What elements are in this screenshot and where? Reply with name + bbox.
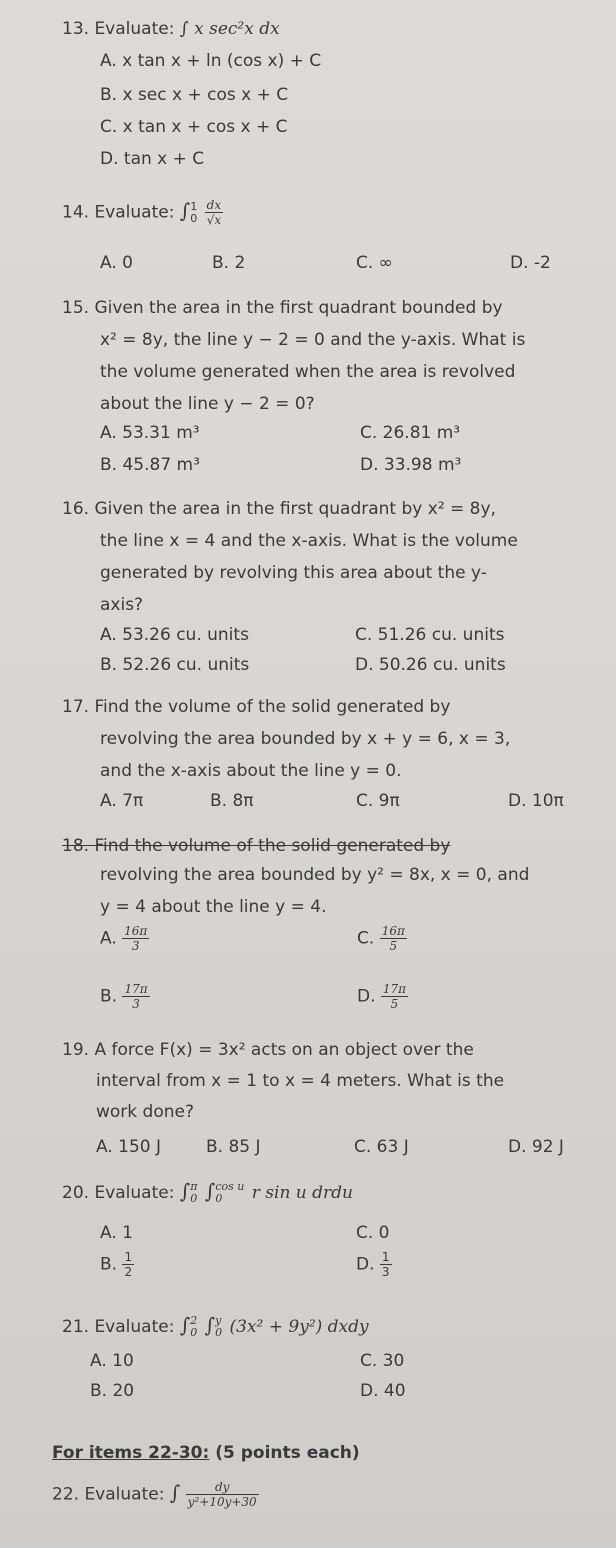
q21-label: 21. Evaluate:: [62, 1317, 175, 1337]
q18-line-1: 18. Find the volume of the solid generated by: [62, 836, 451, 856]
integral-sign: ∫: [179, 1313, 191, 1337]
q19-option-a[interactable]: A. 150 J: [96, 1137, 162, 1157]
q16-line-2: the line x = 4 and the x-axis. What is the volume: [100, 531, 518, 551]
q19-option-d[interactable]: D. 92 J: [508, 1137, 564, 1157]
q20-d-fraction: $\frac{1}{3}$: [381, 1250, 390, 1279]
q18-line-3: y = 4 about the line y = 4.: [100, 897, 327, 917]
q18-a-fraction: $\frac{16\pi}{3}$: [124, 924, 148, 953]
q21-option-b[interactable]: B. 20: [90, 1381, 135, 1401]
q15-line-4: about the line y − 2 = 0?: [100, 394, 315, 414]
q22-label: 22. Evaluate:: [52, 1484, 165, 1505]
q16-option-b[interactable]: B. 52.26 cu. units: [100, 655, 250, 675]
q20-option-b[interactable]: B. $\frac{1}{2}$: [100, 1250, 133, 1279]
q14-header: [62, 198, 223, 227]
section-heading: [52, 1442, 360, 1464]
q16-line-3: generated by revolving this area about the y-: [100, 563, 487, 583]
section-heading-items: For items 22-30:: [52, 1443, 210, 1463]
q20-option-c[interactable]: C. 0: [356, 1223, 390, 1243]
q13-label: 13. Evaluate:: [62, 19, 175, 39]
q15-line-1: 15. Given the area in the first quadrant bounded by: [62, 298, 503, 318]
integral-sign: ∫: [169, 1480, 181, 1505]
q18-option-d[interactable]: D. $\frac{17\pi}{5}$: [357, 982, 407, 1011]
q19-option-b[interactable]: B. 85 J: [206, 1137, 261, 1157]
q14-option-d[interactable]: D. -2: [510, 253, 551, 273]
q14-label: 14. Evaluate:: [62, 202, 175, 223]
q13-header: [62, 18, 280, 40]
q17-line-2: revolving the area bounded by x + y = 6, x = 3,: [100, 729, 511, 749]
q21-integrand: (3x² + 9y²) dxdy: [229, 1317, 369, 1337]
q18-d-fraction: $\frac{17\pi}{5}$: [382, 982, 407, 1011]
integral-sign: ∫: [204, 1179, 216, 1203]
q16-option-a[interactable]: A. 53.26 cu. units: [100, 625, 249, 645]
q14-option-c[interactable]: C. ∞: [356, 253, 393, 273]
q13-option-a[interactable]: A. x tan x + ln (cos x) + C: [100, 51, 322, 71]
q18-option-b[interactable]: B. $\frac{17\pi}{3}$: [100, 982, 148, 1011]
q18-option-c[interactable]: C. $\frac{16\pi}{5}$: [357, 924, 405, 953]
q16-line-4: axis?: [100, 595, 144, 615]
q18-c-fraction: $\frac{16\pi}{5}$: [381, 924, 405, 953]
q20-option-d[interactable]: D. $\frac{1}{3}$: [356, 1250, 390, 1279]
q14-option-a[interactable]: A. 0: [100, 253, 133, 273]
q15-option-b[interactable]: B. 45.87 m³: [100, 455, 200, 475]
q22-fraction: $\frac{dy}{\text{y²+10y+30}}$: [187, 1480, 257, 1509]
q17-option-d[interactable]: D. 10π: [508, 791, 564, 811]
q21-option-d[interactable]: D. 40: [360, 1381, 406, 1401]
q14-fraction: $\frac{dx}{√x}$: [206, 198, 222, 227]
integral-sign: ∫: [179, 1179, 191, 1203]
q14-option-b[interactable]: B. 2: [212, 253, 246, 273]
q20-header: 20. Evaluate: ∫ π 0 ∫ cos u 0 r sin u drdu: [62, 1179, 353, 1205]
q16-option-c[interactable]: C. 51.26 cu. units: [355, 625, 505, 645]
q17-option-a[interactable]: A. 7π: [100, 791, 144, 811]
q13-option-d[interactable]: D. tan x + C: [100, 149, 205, 169]
q18-option-a[interactable]: A. $\frac{16\pi}{3}$: [100, 924, 148, 953]
q19-line-3: work done?: [96, 1102, 194, 1122]
q18-b-fraction: $\frac{17\pi}{3}$: [124, 982, 148, 1011]
q22-header: [52, 1480, 259, 1509]
q16-option-d[interactable]: D. 50.26 cu. units: [355, 655, 506, 675]
q13-option-b[interactable]: B. x sec x + cos x + C: [100, 85, 289, 105]
q13-option-c[interactable]: C. x tan x + cos x + C: [100, 117, 288, 137]
integral-sign: ∫: [204, 1313, 216, 1337]
q18-line-2: revolving the area bounded by y² = 8x, x = 0, and: [100, 865, 530, 885]
q20-option-a[interactable]: A. 1: [100, 1223, 133, 1243]
q15-option-a[interactable]: A. 53.31 m³: [100, 423, 200, 443]
q17-line-1: 17. Find the volume of the solid generated by: [62, 697, 451, 717]
q16-line-1: 16. Given the area in the first quadrant by x² = 8y,: [62, 499, 496, 519]
q19-line-1: 19. A force F(x) = 3x² acts on an object over the: [62, 1040, 474, 1060]
q20-b-fraction: $\frac{1}{2}$: [124, 1250, 133, 1279]
q19-option-c[interactable]: C. 63 J: [354, 1137, 409, 1157]
q20-integrand: r sin u drdu: [251, 1183, 353, 1203]
q15-option-c[interactable]: C. 26.81 m³: [360, 423, 461, 443]
q15-option-d[interactable]: D. 33.98 m³: [360, 455, 462, 475]
q21-header: 21. Evaluate: ∫ 2 0 ∫ y 0 (3x² + 9y²) dxdy: [62, 1313, 369, 1339]
q21-option-a[interactable]: A. 10: [90, 1351, 134, 1371]
q13-expression: ∫ x sec²x dx: [179, 19, 280, 39]
integral-sign: ∫: [179, 198, 191, 223]
section-heading-points: (5 points each): [209, 1443, 360, 1463]
q14-limits: 1 0: [190, 199, 198, 225]
q17-line-3: and the x-axis about the line y = 0.: [100, 761, 402, 781]
q15-line-2: x² = 8y, the line y − 2 = 0 and the y-axis. What is: [100, 330, 526, 350]
q19-line-2: interval from x = 1 to x = 4 meters. What is the: [96, 1071, 505, 1091]
q17-option-c[interactable]: C. 9π: [356, 791, 400, 811]
q20-label: 20. Evaluate:: [62, 1183, 175, 1203]
q21-option-c[interactable]: C. 30: [360, 1351, 405, 1371]
q15-line-3: the volume generated when the area is revolved: [100, 362, 516, 382]
q17-option-b[interactable]: B. 8π: [210, 791, 254, 811]
